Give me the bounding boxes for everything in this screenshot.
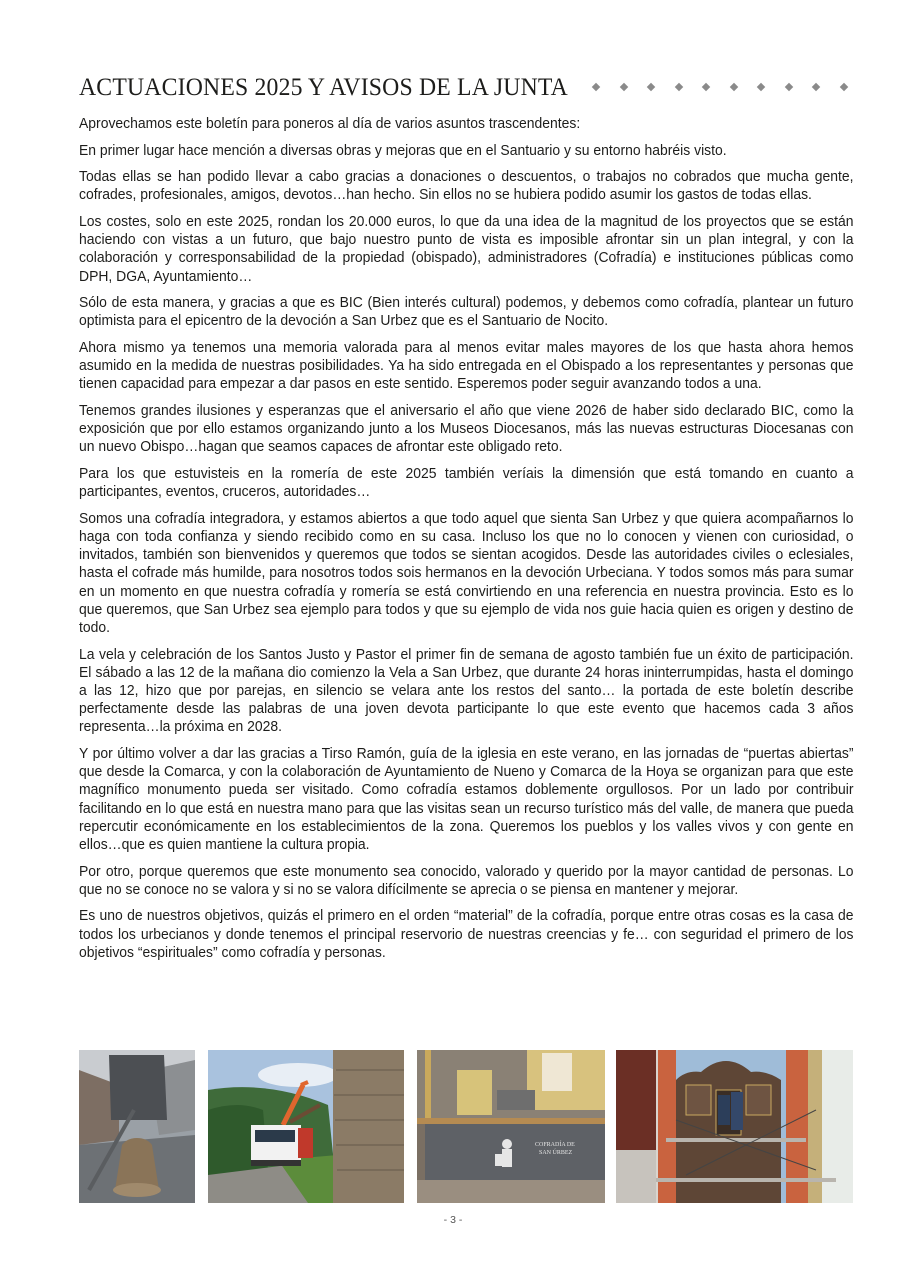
paragraph-bic: Sólo de esta manera, y gracias a que es BIC (Bien interés cultural) podemos, y debemos como cofradía, plantear un futuro optimista para el epicentro de la devoción a San Urbez que es el Santuario de Nocito. (79, 295, 854, 330)
diamond-icon (729, 83, 737, 91)
diamond-icon (647, 83, 655, 91)
paragraph-works: En primer lugar hace mención a diversas obras y mejoras que en el Santuario y su entorno habréis visto. (79, 142, 727, 159)
svg-text:SAN ÚRBEZ: SAN ÚRBEZ (539, 1150, 573, 1156)
paragraph-intro: Aprovechamos este boletín para poneros al día de varios asuntos trascendentes: (79, 116, 581, 132)
paragraph-memoria: Ahora mismo ya tenemos una memoria valorada para al menos evitar males mayores de los que hasta ahora hemos asumido en la medida de nuestras posibilidades. Ya ha sido entregada en el Obispado a los representantes y personas que tienen capacidad para empezar a dar pasos en este sentido. Esperemos poder seguir avanzando todos a una. (79, 339, 854, 393)
page-title: ACTUACIONES 2025 Y AVISOS DE LA JUNTA (79, 72, 568, 101)
paragraph-monumento: Por otro, porque queremos que este monumento sea conocido, valorado y querido por la mayor cantidad de personas. Lo que no se conoce no se valora y si no se valora difícilmente se aprecia o se piensa en mantener y mejorar. (79, 863, 854, 898)
diamond-icon (702, 83, 710, 91)
diamond-icon (757, 83, 765, 91)
paragraph-donations: Todas ellas se han podido llevar a cabo gracias a donaciones o descuentos, o trabajos no cobrados que mucha gente, cofrades, profesionales, amigos, devotos…han hecho. Sin ellos no se hubiera podido asumir los gastos de todas ellas. (79, 169, 854, 204)
diamond-icon (839, 83, 847, 91)
paragraph-costs: Los costes, solo en este 2025, rondan los 20.000 euros, lo que da una idea de la magnitud de los proyectos que se están haciendo con vistas a un futuro, que bajo nuestro punto de vista es imposible afrontar sin un plan integral, y con la colaboración y corresponsabilidad de la propiedad (obispado), administradores (Cofradía) e instituciones públicas como DPH, DGA, Ayuntamiento… (79, 213, 854, 285)
article-body (79, 115, 854, 970)
photo-altarpiece-restoration (616, 1050, 853, 1203)
diamond-icon (812, 83, 820, 91)
photo-bell (79, 1050, 195, 1203)
photo-crane-truck (208, 1050, 404, 1203)
paragraph-aniversario: Tenemos grandes ilusiones y esperanzas que el aniversario el año que viene 2026 de haber sido declarado BIC, como la exposición que por ello estamos organizando junto a los Museos Diocesanos, más las nuevas estructuras Diocesanas con un nuevo Obispo…hagan que seamos capaces de afrontar este obligado reto. (79, 402, 854, 456)
diamond-icon (784, 83, 792, 91)
svg-text:COFRADÍA DE: COFRADÍA DE (535, 1142, 575, 1148)
diamond-icon (592, 83, 600, 91)
title-ornament (593, 70, 868, 104)
paragraph-romeria: Para los que estuvisteis en la romería de este 2025 también veríais la dimensión que está tomando en cuanto a participantes, eventos, cruceros, autoridades… (79, 465, 854, 501)
paragraph-integradora: Somos una cofradía integradora, y estamos abiertos a que todo aquel que sienta San Urbez y que quiera acompañarnos lo haga con toda confianza y siendo recibido como en su casa. Incluso los que no lo conocen y vienen con curiosidad, o invitados, también son bienvenidos y queremos que todos se sientan acogidos. Desde las autoridades civiles o eclesiales, hasta el cofrade más humilde, para nosotros todos sois hermanos en la devoción Urbeciana. Y todos somos más para sumar en un momento en que nuestra cofradía y romería se está convirtiendo en una referencia en nuestra provincia. Esto es lo que queremos, que San Urbez sea ejemplo para todos y que su ejemplo de vida nos guie hacia quien es origen y destino de todo. (79, 510, 854, 636)
photo-strip (0, 1050, 906, 1204)
paragraph-gracias: Y por último volver a dar las gracias a Tirso Ramón, guía de la iglesia en este verano, en las jornadas de “puertas abiertas” que desde la Comarca, y con la colaboración de Ayuntamiento de Nueno y Comarca de la Hoya se organizan para que este magnífico monumento pueda ser visitado. Como cofradía estamos doblemente orgullosos. Por un lado por contribuir facilitando en lo que está en nuestra mano para que las visitas sean un recurso turístico más del valle, de manera que pueda repercutir económicamente en los establecimientos de la zona. Queremos los pueblos y los valles vivos y con gente en ellos…que es quien mantiene la cultura propia. (79, 746, 854, 854)
diamond-icon (619, 83, 627, 91)
section-header (79, 70, 854, 104)
paragraph-vela: La vela y celebración de los Santos Justo y Pastor el primer fin de semana de agosto también fue un éxito de participación. El sábado a las 12 de la mañana dio comienzo la Vela a San Urbez, que durante 24 horas ininterrumpidas, hasta el domingo a las 12, hizo que por parejas, en silencio se velara ante los restos del santo… la portada de este boletín describe perfectamente desde las palabras de una joven devota participante lo que este evento que hacemos cada 3 años representa…la próxima en 2028. (79, 646, 854, 736)
page-number: - 3 - (443, 1214, 463, 1226)
photo-bar-counter (417, 1050, 605, 1203)
diamond-icon (674, 83, 682, 91)
paragraph-objetivos: Es uno de nuestros objetivos, quizás el primero en el orden “material” de la cofradía, porque entre otras cosas es la casa de todos los urbecianos y donde tenemos el principal reservorio de nuestras creencias y fe… con seguridad el primero de los objetivos “espirituales” como cofradía y personas. (79, 908, 854, 961)
